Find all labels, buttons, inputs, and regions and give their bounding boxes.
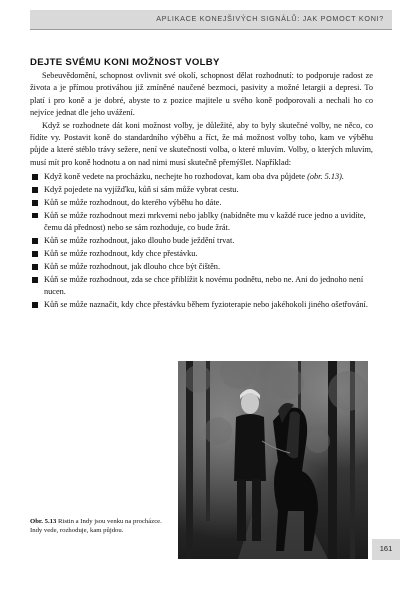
square-bullet-icon — [32, 251, 38, 257]
list-item-text: Kůň se může rozhodnout, jako dlouho bude ježdění trvat. — [44, 236, 235, 246]
page-number: 161 — [379, 544, 393, 553]
list-item-text: Kůň se může rozhodnout mezi mrkvemi nebo jablky (nabídněte mu v každé ruce jedno a uvidíte, čemu dá přednost) nebo se sám rozhoduje, co bude žrát. — [44, 210, 366, 233]
list-item — [30, 235, 373, 247]
square-bullet-icon — [32, 174, 38, 180]
list-item — [30, 197, 373, 209]
square-bullet-icon — [32, 200, 38, 206]
list-item — [30, 248, 373, 260]
caption-label: Obr. 5.13 — [30, 518, 57, 525]
figure-reference: (obr. 5.13). — [307, 172, 344, 182]
page-number-tab — [372, 539, 400, 560]
figure-caption — [30, 518, 168, 536]
list-item-text: Kůň se může rozhodnout, jak dlouho chce být čištěn. — [44, 262, 221, 272]
list-item — [30, 299, 373, 311]
bullet-list — [30, 171, 373, 311]
body-text — [30, 70, 373, 312]
list-item-text: Kůň se může rozhodnout, do kterého výběhu ho dáte. — [44, 198, 222, 208]
paragraph: Když se rozhodnete dát koni možnost volby, je důležité, aby to byly skutečné volby, ne něco, co řídíte vy. Postavit koně do standardního výběhu a říct, že má možnost volby toho, kam ve výběhu půjde a které stéblo trávy sežere, není ve skutečnosti volba, o které mluvím. Volby, o kterých mluvím, musí mít pro koně hodnotu a on nad nimi musí skutečně přemýšlet. Například: — [30, 120, 373, 167]
square-bullet-icon — [32, 213, 38, 219]
running-header-title: APLIKACE KONEJŠIVÝCH SIGNÁLŮ: JAK POMOCT KONI? — [156, 14, 384, 23]
list-item — [30, 210, 373, 235]
square-bullet-icon — [32, 277, 38, 283]
list-item-text: Kůň se může rozhodnout, zda se chce přiblížit k novému podnětu, nebo ne. Ani do jednoho není nucen. — [44, 275, 364, 297]
square-bullet-icon — [32, 302, 38, 308]
caption-text: Ristin a Indy jsou venku na procházce. Indy vede, rozhoduje, kam půjdou. — [30, 518, 162, 534]
photo-woman-leading-horse — [178, 361, 368, 559]
list-item-text: Kůň se může rozhodnout, kdy chce přestávku. — [44, 249, 198, 259]
list-item — [30, 274, 373, 299]
section-title: DEJTE SVÉMU KONI MOŽNOST VOLBY — [30, 57, 220, 68]
square-bullet-icon — [32, 238, 38, 244]
square-bullet-icon — [32, 264, 38, 270]
list-item-text: Kůň se může naznačit, kdy chce přestávku během fyzioterapie nebo jakéhokoli jiného ošetřování. — [44, 300, 368, 310]
list-item — [30, 171, 373, 183]
list-item-text: Když koně vedete na procházku, nechejte ho rozhodovat, kam oba dva půjdete — [44, 172, 306, 182]
square-bullet-icon — [32, 187, 38, 193]
running-header — [30, 10, 392, 30]
list-item — [30, 184, 373, 196]
list-item — [30, 261, 373, 273]
paragraph: Sebeuvědomění, schopnost ovlivnit své okolí, schopnost dělat rozhodnutí: to podporuje radost ze života a je přímou protiváhou již zmíněné naučené bezmoci, pasivity a možné letargii a depresi. To platí i pro koně a je dobré, abyste to z pozice majitele u svého koně podporovali a nechali ho co nejvíce jednat dle jeho uvážení. — [30, 71, 373, 118]
list-item-text: Když pojedete na vyjížďku, kůň si sám může vybrat cestu. — [44, 185, 239, 195]
